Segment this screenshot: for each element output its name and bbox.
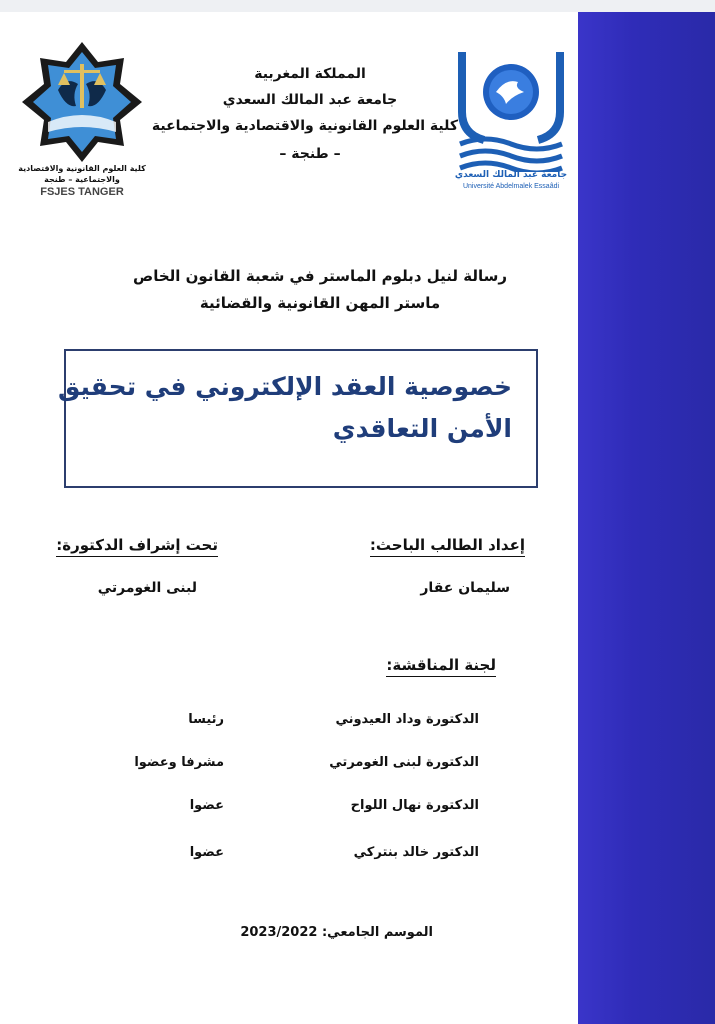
thesis-degree: رسالة لنيل دبلوم الماستر في شعبة القانون الخاص xyxy=(133,267,507,285)
committee-member-role: عضوا xyxy=(189,798,224,813)
committee-member-role: مشرفا وعضوا xyxy=(134,755,224,770)
university-emblem-icon xyxy=(452,44,570,172)
header-city: – طنجة – xyxy=(279,146,341,162)
thesis-title-line-2: الأمن التعاقدي xyxy=(332,414,512,443)
committee-member-name: الدكتورة وداد العيدوني xyxy=(335,712,479,727)
committee-label: لجنة المناقشة: xyxy=(386,656,496,674)
decorative-sidebar xyxy=(578,12,715,1024)
top-strip xyxy=(0,0,715,12)
supervisor-name: لبنى الغومرتي xyxy=(97,580,197,596)
university-caption-ar: جامعة عبد المالك السعدي xyxy=(454,170,568,180)
committee-member-name: الدكتور خالد بنتركي xyxy=(353,845,479,860)
supervisor-label: تحت إشراف الدكتورة: xyxy=(56,536,218,554)
fsjes-caption-fr: FSJES TANGER xyxy=(40,186,124,198)
thesis-title-line-1: خصوصية العقد الإلكتروني في تحقيق xyxy=(57,372,512,401)
thesis-program: ماستر المهن القانونية والقضائية xyxy=(199,294,441,312)
student-label: إعداد الطالب الباحث: xyxy=(370,536,525,554)
header-kingdom: المملكة المغربية xyxy=(254,66,366,82)
fsjes-emblem-icon xyxy=(18,40,146,165)
committee-member-role: رئيسا xyxy=(188,712,224,727)
committee-member-name: الدكتورة نهال اللواح xyxy=(350,798,479,813)
fsjes-logo xyxy=(18,40,146,200)
fsjes-caption-ar-2: والاجتماعية – طنجة xyxy=(44,175,120,184)
committee-member-name: الدكتورة لبنى الغومرتي xyxy=(329,755,479,770)
academic-season: الموسم الجامعي: 2023/2022 xyxy=(240,925,433,940)
fsjes-caption-ar-1: كلية العلوم القانونية والاقتصادية xyxy=(18,164,146,173)
header-university: جامعة عبد المالك السعدي xyxy=(222,92,398,108)
committee-member-role: عضوا xyxy=(189,845,224,860)
university-logo xyxy=(452,44,570,194)
university-caption-fr: Université Abdelmalek Essaâdi xyxy=(462,183,560,190)
header-faculty: كلية العلوم القانونية والاقتصادية والاجتماعية xyxy=(151,118,458,134)
student-name: سليمان عقار xyxy=(420,580,510,596)
